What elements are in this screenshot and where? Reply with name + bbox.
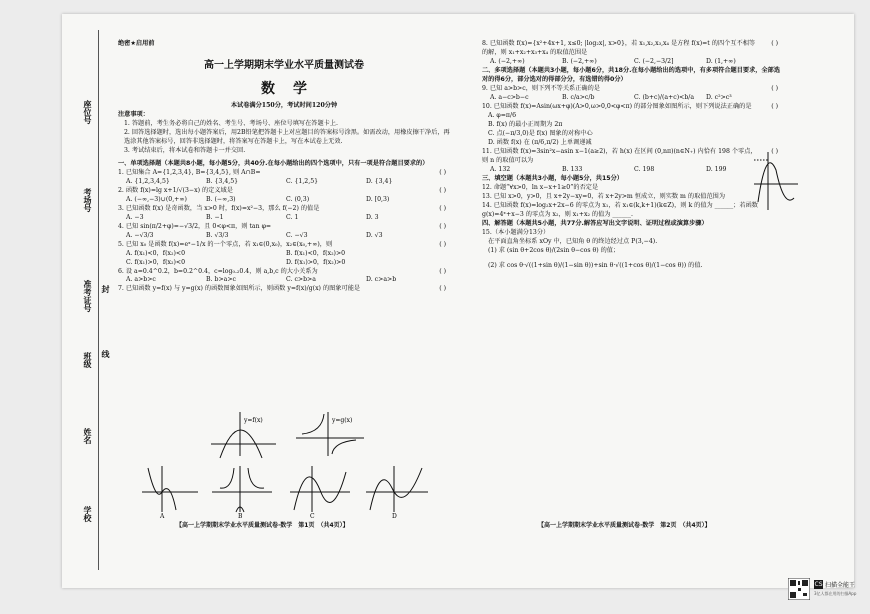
question-10-option: D. 函数 f(x) 在 (π/6,π/2) 上单调递减	[488, 138, 592, 146]
option-a-label: A	[160, 513, 165, 518]
question-4-options: A. −√3/3 B. √3/3 C. −√3 D. √3	[126, 231, 383, 239]
qr-code-icon	[788, 578, 810, 600]
scanner-logo-icon: CS	[814, 581, 823, 588]
class-label: 班级	[83, 352, 92, 368]
subject-title: 数学	[261, 81, 325, 98]
question-11: 11. 已知函数 f(x)=3sin²x−asin x−1(a≥2)，若 h(x) 在区间 (0,nπ)(n∈N₊) 内恰有 198 个零点，则 n 的取值可以为 ( )	[482, 147, 778, 164]
section-4-heading: 四、解答题（本题共5小题，共77分.解答应写出文字说明、证明过程或演算步骤）	[482, 219, 708, 227]
graph-g-label: y=g(x)	[332, 417, 353, 424]
question-8-options: A. (−2,+∞) B. (−2,+∞) C. (−2,−3/2] D. (1,+∞)	[490, 57, 736, 65]
question-14: 14. 已知函数 f(x)=log₂x+2x−6 的零点为 x₁，若 x₁∈(k,k+1)(k∈Z)，则 k 的值为 ______；若函数 g(x)=4ˣ+x−3 的零点为 x₂，则 x₁+x₂ 的值为 ______.	[482, 201, 758, 218]
question-15-stem: 在平面直角坐标系 xOy 中，已知角 θ 的终边经过点 P(3,−4).	[488, 237, 658, 245]
question-15-head: 15.（本小题满分13分）	[482, 228, 550, 236]
seal-char: 封	[101, 285, 110, 293]
question-10-graph	[752, 150, 800, 212]
question-1: 1. 已知集合 A={1,2,3,4}, B={3,4,5}, 则 A∩B= ( )	[118, 168, 446, 176]
option-d-graph	[366, 466, 428, 512]
section-1-heading: 一、单项选择题（本题共8小题，每小题5分，共40分.在每小题给出的四个选项中，只有一项是符合题目要求的）	[118, 159, 429, 167]
note-item: 1. 答题前，考生务必将自己的姓名、考生号、考场号、座位号填写在答题卡上.	[124, 119, 339, 127]
binding-line	[98, 30, 99, 570]
exam-info: 本试卷满分150分，考试时间120分钟	[230, 101, 338, 109]
question-10-option: C. 点(−π/3,0)是 f(x) 图象的对称中心	[488, 129, 593, 137]
question-6-options: A. a>b>c B. b>a>c C. c>b>a D. c>a>b	[126, 276, 397, 284]
graph-f-label: y=f(x)	[244, 417, 263, 424]
exam-title: 高一上学期期末学业水平质量测试卷	[204, 59, 364, 71]
note-item: 2. 回答选择题时，选出每小题答案后，用2B铅笔把答题卡上对应题目的答案标号涂黑。如需改动，用橡皮擦干净后，再选涂其他答案标号，回答非选择题时，将答案写在答题卡上，写在本试卷上无效.	[124, 128, 450, 145]
question-9: 9. 已知 a>b>c，则下列不等关系正确的是 ( )	[482, 84, 778, 92]
option-a-graph	[142, 466, 198, 512]
question-10-option: A. φ=π/6	[488, 111, 517, 119]
question-3-options: A. −3 B. −1 C. 1 D. 3	[126, 213, 379, 221]
question-5: 5. 已知 x₀ 是函数 f(x)=eˣ−1/x 的一个零点，若 x₁∈(0,x₀)，x₂∈(x₀,+∞)，则 ( )	[118, 240, 446, 248]
id-label: 准考证号	[83, 280, 92, 312]
name-label: 姓名	[83, 428, 92, 444]
question-10: 10. 已知函数 f(x)=Asin(ωx+φ)(A>0,ω>0,0<φ<π) 的部分图象如图所示，则下列说法正确的是 ( )	[482, 102, 778, 110]
note-item: 3. 考试结束后，将本试卷和答题卡一并交回.	[124, 146, 246, 154]
option-c-label: C	[310, 513, 315, 518]
scanner-app-name: 扫描全能王	[825, 582, 856, 589]
question-10-option: B. f(x) 的最小正周期为 2π	[488, 120, 563, 128]
option-d-label: D	[392, 513, 397, 518]
page-2-footer: 【高一上学期期末学业水平质量测试卷·数学 第2页 （共4页）】	[538, 522, 711, 529]
graph-g	[296, 412, 364, 456]
question-1-options: A. {1,2,3,4,5} B. {3,4,5} C. {1,2,5} D. {3,4}	[126, 177, 393, 185]
option-b-label: B	[238, 513, 243, 518]
secret-mark: 绝密★启用前	[118, 40, 155, 47]
page-1-footer: 【高一上学期期末学业水平质量测试卷·数学 第1页 （共4页）】	[176, 522, 349, 529]
option-c-graph	[290, 466, 350, 512]
question-5-options: C. f(x₁)>0，f(x₂)<0 D. f(x₁)>0，f(x₂)>0	[126, 258, 346, 266]
question-13: 13. 已知 x>0，y>0，且 x+2y−xy=0，若 x+2y>m 恒成立，则实数 m 的取值范围为	[482, 192, 726, 200]
question-6: 6. 设 a=0.4^0.2，b=0.2^0.4，c=log₀.₂0.4，则 a,b,c 的大小关系为 ( )	[118, 267, 446, 275]
question-7-given-graphs	[206, 408, 366, 460]
section-2-heading: 二、多项选择题（本题共3小题，每小题6分，共18分.在每小题给出的选项中，有多项符合题目要求，全部选对的得6分，部分选对的得部分分，有选错的得0分）	[482, 66, 781, 83]
option-b-graph	[212, 466, 272, 512]
room-label: 考场号	[83, 188, 92, 212]
question-8: 8. 已知函数 f(x)={x²+4x+1, x≤0; |log₂x|, x>0}，若 x₁,x₂,x₃,x₄ 是方程 f(x)=t 的四个互不相等的解，则 x₁+x₂+x₃+x₄ 的取值范围是 ( )	[482, 40, 778, 56]
notes-title: 注意事项：	[118, 110, 149, 118]
page-2	[482, 40, 782, 271]
question-15-part-1: (1) 求 (sin θ+2cos θ)/(2sin θ−cos θ) 的值；	[488, 246, 620, 254]
question-5-options: A. f(x₁)<0，f(x₂)<0 B. f(x₁)<0，f(x₂)>0	[126, 249, 346, 257]
question-2: 2. 函数 f(x)=lg x+1/√(3−x) 的定义域是 ( )	[118, 186, 446, 194]
question-7-option-graphs	[140, 462, 440, 518]
question-2-options: A. (−∞,−3)∪(0,+∞) B. (−∞,3) C. (0,3) D. [0,3)	[126, 195, 390, 203]
question-3: 3. 已知函数 f(x) 是奇函数，当 x>0 时，f(x)=x²−3，那么 f(−2) 的值是 ( )	[118, 204, 446, 212]
school-label: 学校	[83, 506, 92, 522]
question-7: 7. 已知函数 y=f(x) 与 y=g(x) 的函数图象如图所示，则函数 y=f(x)/g(x) 的图象可能是 ( )	[118, 285, 446, 293]
question-12: 12. 命题“∀x>0，ln x−x+1≥0”的否定是	[482, 183, 599, 191]
question-4: 4. 已知 sin(π/2+φ)=−√3/2，且 0<φ<π，则 tan φ= ( )	[118, 222, 446, 230]
question-9-options: A. a−c>b−c B. c/a>c/b C. (b+c)/(a+c)<b/a D. c²>c³	[490, 93, 732, 101]
scanner-watermark	[788, 576, 858, 602]
seat-label: 座位号	[83, 100, 92, 124]
page-1	[118, 40, 450, 294]
question-15-part-2: (2) 求 cos θ·√((1+sin θ)/(1−sin θ))+sin θ·√((1+cos θ)/(1−cos θ)) 的值.	[488, 261, 703, 269]
section-3-heading: 三、填空题（本题共3小题，每小题5分，共15分）	[482, 174, 623, 182]
seal-char: 线	[101, 350, 110, 358]
scanner-tagline: 3亿人都在用的扫描App	[814, 591, 857, 596]
question-11-options: A. 132 B. 133 C. 198 D. 199	[490, 165, 727, 173]
